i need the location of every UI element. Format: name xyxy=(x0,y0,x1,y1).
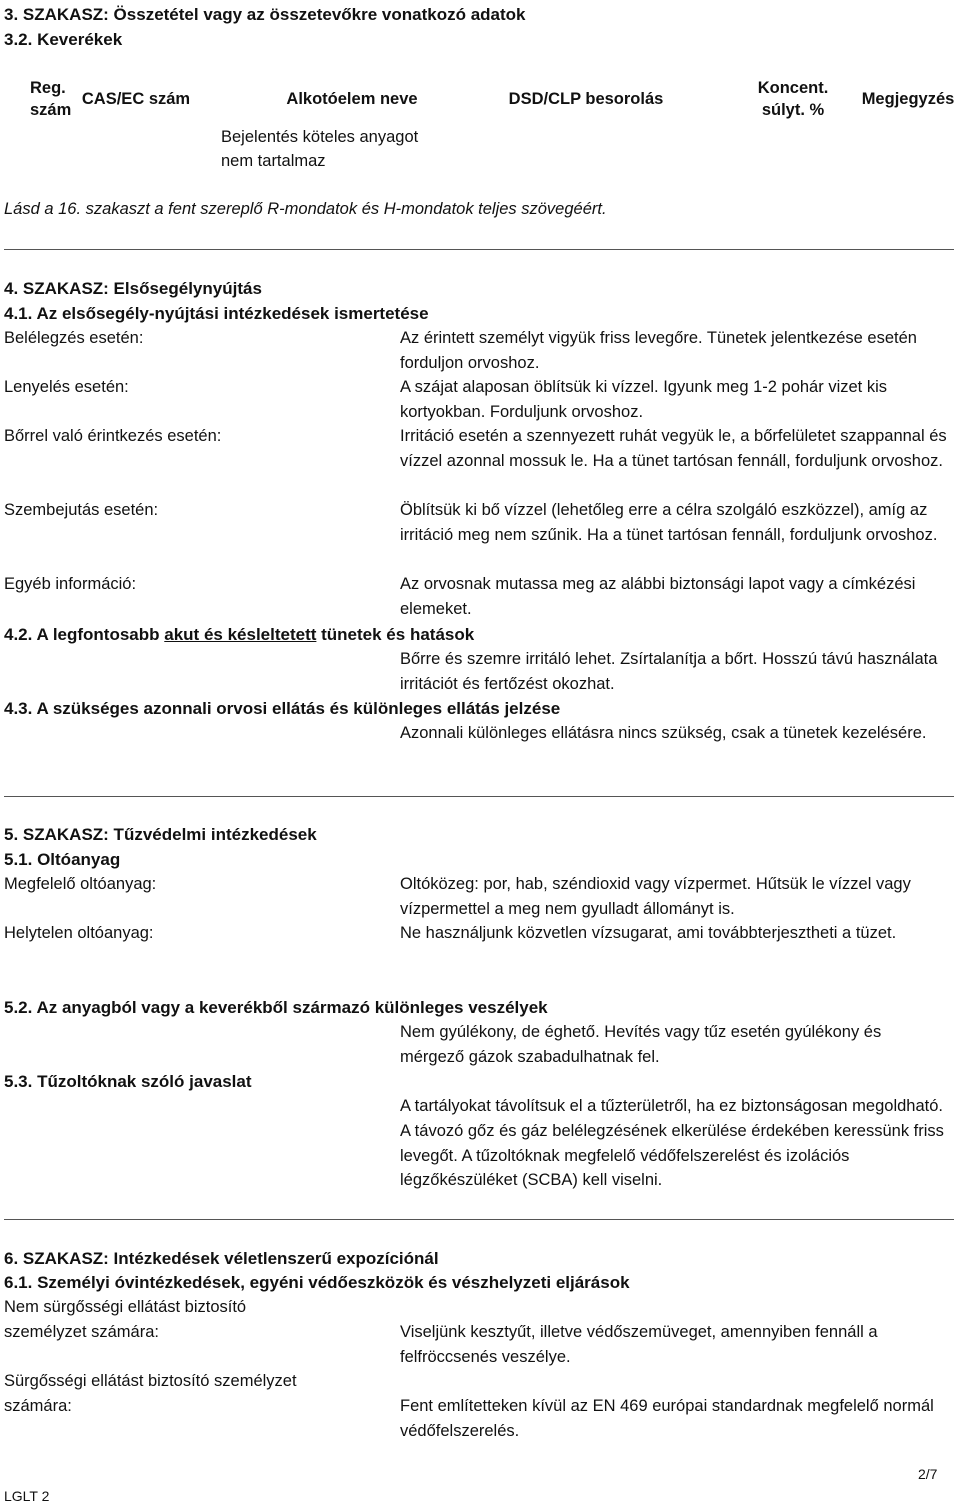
col-header-reg xyxy=(30,77,72,121)
col-header-reg-line2: szám xyxy=(30,101,72,119)
suitable-media-label: Megfelelő oltóanyag: xyxy=(4,875,157,893)
section3-title: 3. SZAKASZ: Összetétel vagy az összetevőkre vonatkozó adatok xyxy=(4,5,526,24)
section4-1-heading: 4.1. Az elsősegély-nyújtási intézkedések ismertetése xyxy=(4,304,429,323)
table-row-line1: Bejelentés köteles anyagot xyxy=(221,128,419,146)
unsuitable-media-label: Helytelen oltóanyag: xyxy=(4,924,154,942)
section6-1-heading: 6.1. Személyi óvintézkedések, egyéni védőeszközök és vészhelyzeti eljárások xyxy=(4,1273,630,1292)
emergency-label-line2: számára: xyxy=(4,1396,72,1415)
section4-3-heading: 4.3. A szükséges azonnali orvosi ellátás és különleges ellátás jelzése xyxy=(4,699,561,718)
section4-2-heading xyxy=(4,622,474,647)
first-aid-value-inhalation: Az érintett személyt vigyük friss levegőre. Tünetek jelentkezése esetén forduljon orvoshoz. xyxy=(400,329,917,372)
first-aid-value-ingestion: A szájat alaposan öblítsük ki vízzel. Igyunk meg 1-2 pohár vizet kis kortyokban. Forduljunk orvoshoz. xyxy=(400,378,887,421)
first-aid-value-skin: Irritáció esetén a szennyezett ruhát vegyük le, a bőrfelületet szappannal és vízzel azonnal mossuk le. Ha a tünet tartósan fennáll, forduljunk orvoshoz. xyxy=(400,427,947,470)
section4-3-value: Azonnali különleges ellátásra nincs szükség, csak a tünetek kezelésére. xyxy=(400,724,927,742)
first-aid-label-ingestion: Lenyelés esetén: xyxy=(4,378,129,396)
non-emergency-label-line2: személyzet számára: xyxy=(4,1322,159,1341)
emergency-value: Fent említetteken kívül az EN 469 európai standardnak megfelelő normál védőfelszerelés. xyxy=(400,1397,934,1440)
section4-title: 4. SZAKASZ: Elsősegélynyújtás xyxy=(4,279,262,298)
table-row-line2: nem tartalmaz xyxy=(221,152,326,170)
section3-subtitle: 3.2. Keverékek xyxy=(4,30,123,49)
section4-2-value: Bőrre és szemre irritáló lehet. Zsírtalanítja a bőrt. Hosszú távú használata irritációt és fertőzést okozhat. xyxy=(400,650,938,693)
table-row xyxy=(221,125,418,173)
non-emergency-label xyxy=(4,1295,246,1345)
col-header-konc-line1: Koncent. xyxy=(757,79,829,97)
section4-2-underlined: akut és késleltetett xyxy=(164,625,317,644)
section5-1-heading: 5.1. Oltóanyag xyxy=(4,850,121,869)
col-header-name: Alkotóelem neve xyxy=(286,90,418,108)
document-code: LGLT 2 xyxy=(4,1488,50,1504)
col-header-konc-line2: súlyt. % xyxy=(761,101,825,119)
first-aid-value-other: Az orvosnak mutassa meg az alábbi biztonsági lapot vagy a címkézési elemeket. xyxy=(400,575,916,618)
col-header-reg-line1: Reg. xyxy=(30,79,66,97)
col-header-dsd: DSD/CLP besorolás xyxy=(508,90,664,108)
non-emergency-value: Viseljünk kesztyűt, illetve védőszemüveget, amennyiben fennáll a felfröccsenés veszélye. xyxy=(400,1323,878,1366)
emergency-label xyxy=(4,1369,297,1419)
see-section16-note: Lásd a 16. szakaszt a fent szereplő R-mondatok és H-mondatok teljes szövegéért. xyxy=(4,200,607,218)
first-aid-label-inhalation: Belélegzés esetén: xyxy=(4,329,144,347)
section5-3-value: A tartályokat távolítsuk el a tűzterületről, ha ez biztonságosan megoldható. A távozó gőz és gáz belélegzésének elkerülése érdekében keressünk friss levegőt. A tűzoltóknak megfelelő védőfelszerelést és izolációs légzőkészüléket (SCBA) kell viselni. xyxy=(400,1097,944,1190)
col-header-cas: CAS/EC szám xyxy=(81,90,191,108)
divider xyxy=(4,1219,954,1220)
section5-title: 5. SZAKASZ: Tűzvédelmi intézkedések xyxy=(4,825,317,844)
emergency-label-line1: Sürgősségi ellátást biztosító személyzet xyxy=(4,1372,297,1390)
divider xyxy=(4,796,954,797)
col-header-konc xyxy=(750,77,836,121)
section5-2-value: Nem gyúlékony, de éghető. Hevítés vagy tűz esetén gyúlékony és mérgező gázok szabadulhatnak fel. xyxy=(400,1023,882,1066)
first-aid-label-other: Egyéb információ: xyxy=(4,575,137,593)
col-header-note: Megjegyzés xyxy=(861,90,955,108)
suitable-media-value: Oltóközeg: por, hab, széndioxid vagy vízpermet. Hűtsük le vízzel vagy vízpermettel a meg nem gyulladt állományt is. xyxy=(400,875,911,918)
section5-3-heading: 5.3. Tűzoltóknak szóló javaslat xyxy=(4,1072,252,1091)
section4-2-prefix: 4.2. A legfontosabb xyxy=(4,625,165,644)
first-aid-label-eye: Szembejutás esetén: xyxy=(4,501,159,519)
unsuitable-media-value: Ne használjunk közvetlen vízsugarat, ami továbbterjesztheti a tüzet. xyxy=(400,924,897,942)
non-emergency-label-line1: Nem sürgősségi ellátást biztosító xyxy=(4,1298,247,1316)
first-aid-value-eye: Öblítsük ki bő vízzel (lehetőleg erre a célra szolgáló eszközzel), amíg az irritáció meg nem szűnik. Ha a tünet tartósan fennáll, forduljunk orvoshoz. xyxy=(400,501,938,544)
section4-2-suffix: tünetek és hatások xyxy=(316,625,475,644)
section5-2-heading: 5.2. Az anyagból vagy a keverékből származó különleges veszélyek xyxy=(4,998,548,1017)
divider xyxy=(4,249,954,250)
page-number: 2/7 xyxy=(918,1466,938,1482)
section6-title: 6. SZAKASZ: Intézkedések véletlenszerű expozíciónál xyxy=(4,1249,439,1268)
first-aid-label-skin: Bőrrel való érintkezés esetén: xyxy=(4,427,222,445)
